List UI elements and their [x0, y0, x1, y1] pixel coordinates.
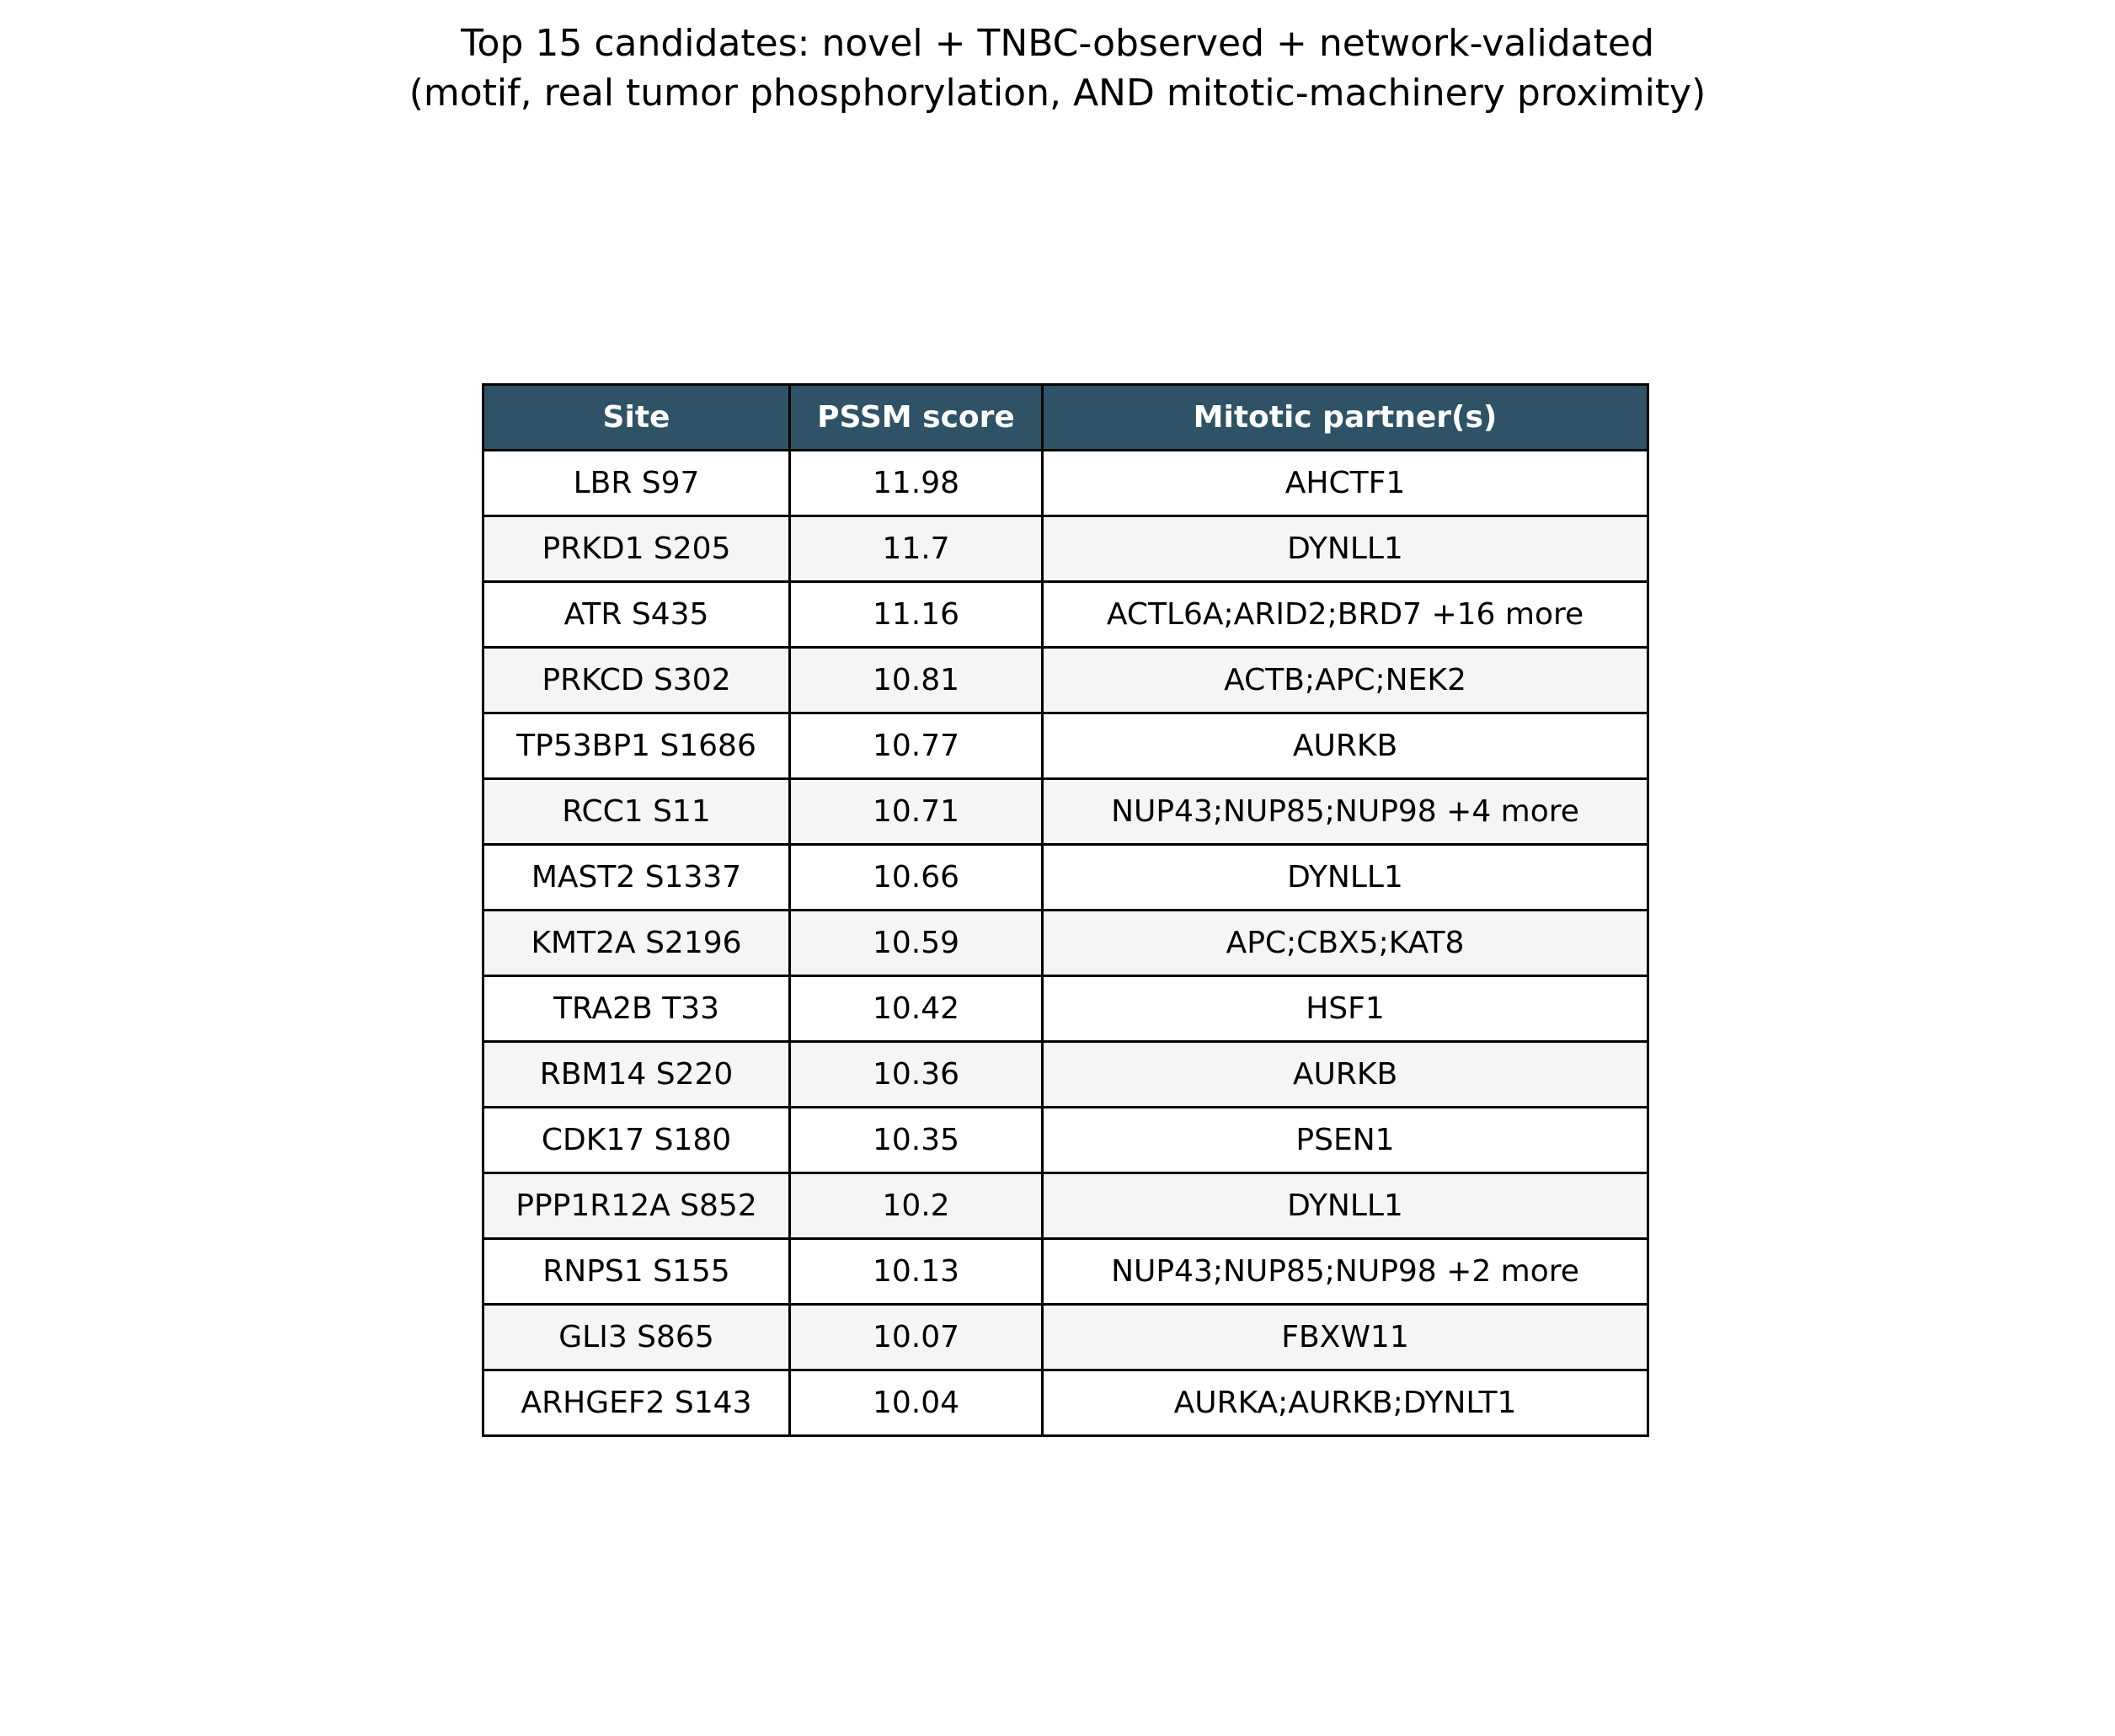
cell-pssm-score: 10.81	[790, 648, 1043, 713]
cell-mitotic-partners: ACTB;APC;NEK2	[1043, 648, 1648, 713]
cell-pssm-score: 11.98	[790, 451, 1043, 516]
cell-pssm-score: 10.42	[790, 976, 1043, 1042]
cell-site: MAST2 S1337	[483, 845, 790, 911]
cell-site: CDK17 S180	[483, 1108, 790, 1173]
cell-site: GLI3 S865	[483, 1305, 790, 1370]
table-row	[483, 1042, 1648, 1108]
table-row	[483, 1173, 1648, 1239]
cell-mitotic-partners: NUP43;NUP85;NUP98 +2 more	[1043, 1239, 1648, 1305]
cell-site: PPP1R12A S852	[483, 1173, 790, 1239]
cell-pssm-score: 10.35	[790, 1108, 1043, 1173]
cell-site: LBR S97	[483, 451, 790, 516]
cell-site: PRKCD S302	[483, 648, 790, 713]
column-header-pssm-score: PSSM score	[790, 385, 1043, 451]
cell-mitotic-partners: AURKB	[1043, 713, 1648, 779]
cell-mitotic-partners: AURKB	[1043, 1042, 1648, 1108]
cell-pssm-score: 10.77	[790, 713, 1043, 779]
cell-mitotic-partners: AURKA;AURKB;DYNLT1	[1043, 1370, 1648, 1436]
table-row	[483, 1239, 1648, 1305]
cell-mitotic-partners: DYNLL1	[1043, 845, 1648, 911]
cell-site: PRKD1 S205	[483, 516, 790, 582]
table-row	[483, 713, 1648, 779]
cell-pssm-score: 10.04	[790, 1370, 1043, 1436]
table-row	[483, 845, 1648, 911]
table-row	[483, 1305, 1648, 1370]
cell-site: ATR S435	[483, 582, 790, 648]
cell-site: RNPS1 S155	[483, 1239, 790, 1305]
cell-mitotic-partners: PSEN1	[1043, 1108, 1648, 1173]
cell-mitotic-partners: DYNLL1	[1043, 1173, 1648, 1239]
table-row	[483, 451, 1648, 516]
table-body	[483, 451, 1648, 1436]
cell-pssm-score: 10.36	[790, 1042, 1043, 1108]
table-row	[483, 976, 1648, 1042]
cell-mitotic-partners: FBXW11	[1043, 1305, 1648, 1370]
cell-pssm-score: 10.59	[790, 911, 1043, 976]
chart-title-line-1: Top 15 candidates: novel + TNBC-observed + network-validated	[461, 22, 1654, 65]
results-table-container	[482, 383, 1647, 1437]
cell-site: KMT2A S2196	[483, 911, 790, 976]
cell-pssm-score: 11.7	[790, 516, 1043, 582]
cell-pssm-score: 10.07	[790, 1305, 1043, 1370]
cell-site: RBM14 S220	[483, 1042, 790, 1108]
table-header-row	[483, 385, 1648, 451]
column-header-site: Site	[483, 385, 790, 451]
cell-pssm-score: 10.71	[790, 779, 1043, 845]
cell-mitotic-partners: HSF1	[1043, 976, 1648, 1042]
table-row	[483, 911, 1648, 976]
cell-pssm-score: 10.2	[790, 1173, 1043, 1239]
cell-site: ARHGEF2 S143	[483, 1370, 790, 1436]
chart-title-line-2: (motif, real tumor phosphorylation, AND mitotic-machinery proximity)	[409, 72, 1706, 115]
cell-pssm-score: 11.16	[790, 582, 1043, 648]
table-row	[483, 1370, 1648, 1436]
table-row	[483, 779, 1648, 845]
cell-pssm-score: 10.66	[790, 845, 1043, 911]
table-row	[483, 516, 1648, 582]
column-header-mitotic-partners: Mitotic partner(s)	[1043, 385, 1648, 451]
table-row	[483, 1108, 1648, 1173]
chart-title	[0, 19, 2115, 118]
cell-site: TP53BP1 S1686	[483, 713, 790, 779]
cell-mitotic-partners: ACTL6A;ARID2;BRD7 +16 more	[1043, 582, 1648, 648]
cell-site: TRA2B T33	[483, 976, 790, 1042]
cell-site: RCC1 S11	[483, 779, 790, 845]
cell-mitotic-partners: APC;CBX5;KAT8	[1043, 911, 1648, 976]
cell-mitotic-partners: NUP43;NUP85;NUP98 +4 more	[1043, 779, 1648, 845]
table-row	[483, 582, 1648, 648]
cell-mitotic-partners: DYNLL1	[1043, 516, 1648, 582]
results-table	[482, 383, 1649, 1437]
table-row	[483, 648, 1648, 713]
cell-pssm-score: 10.13	[790, 1239, 1043, 1305]
cell-mitotic-partners: AHCTF1	[1043, 451, 1648, 516]
